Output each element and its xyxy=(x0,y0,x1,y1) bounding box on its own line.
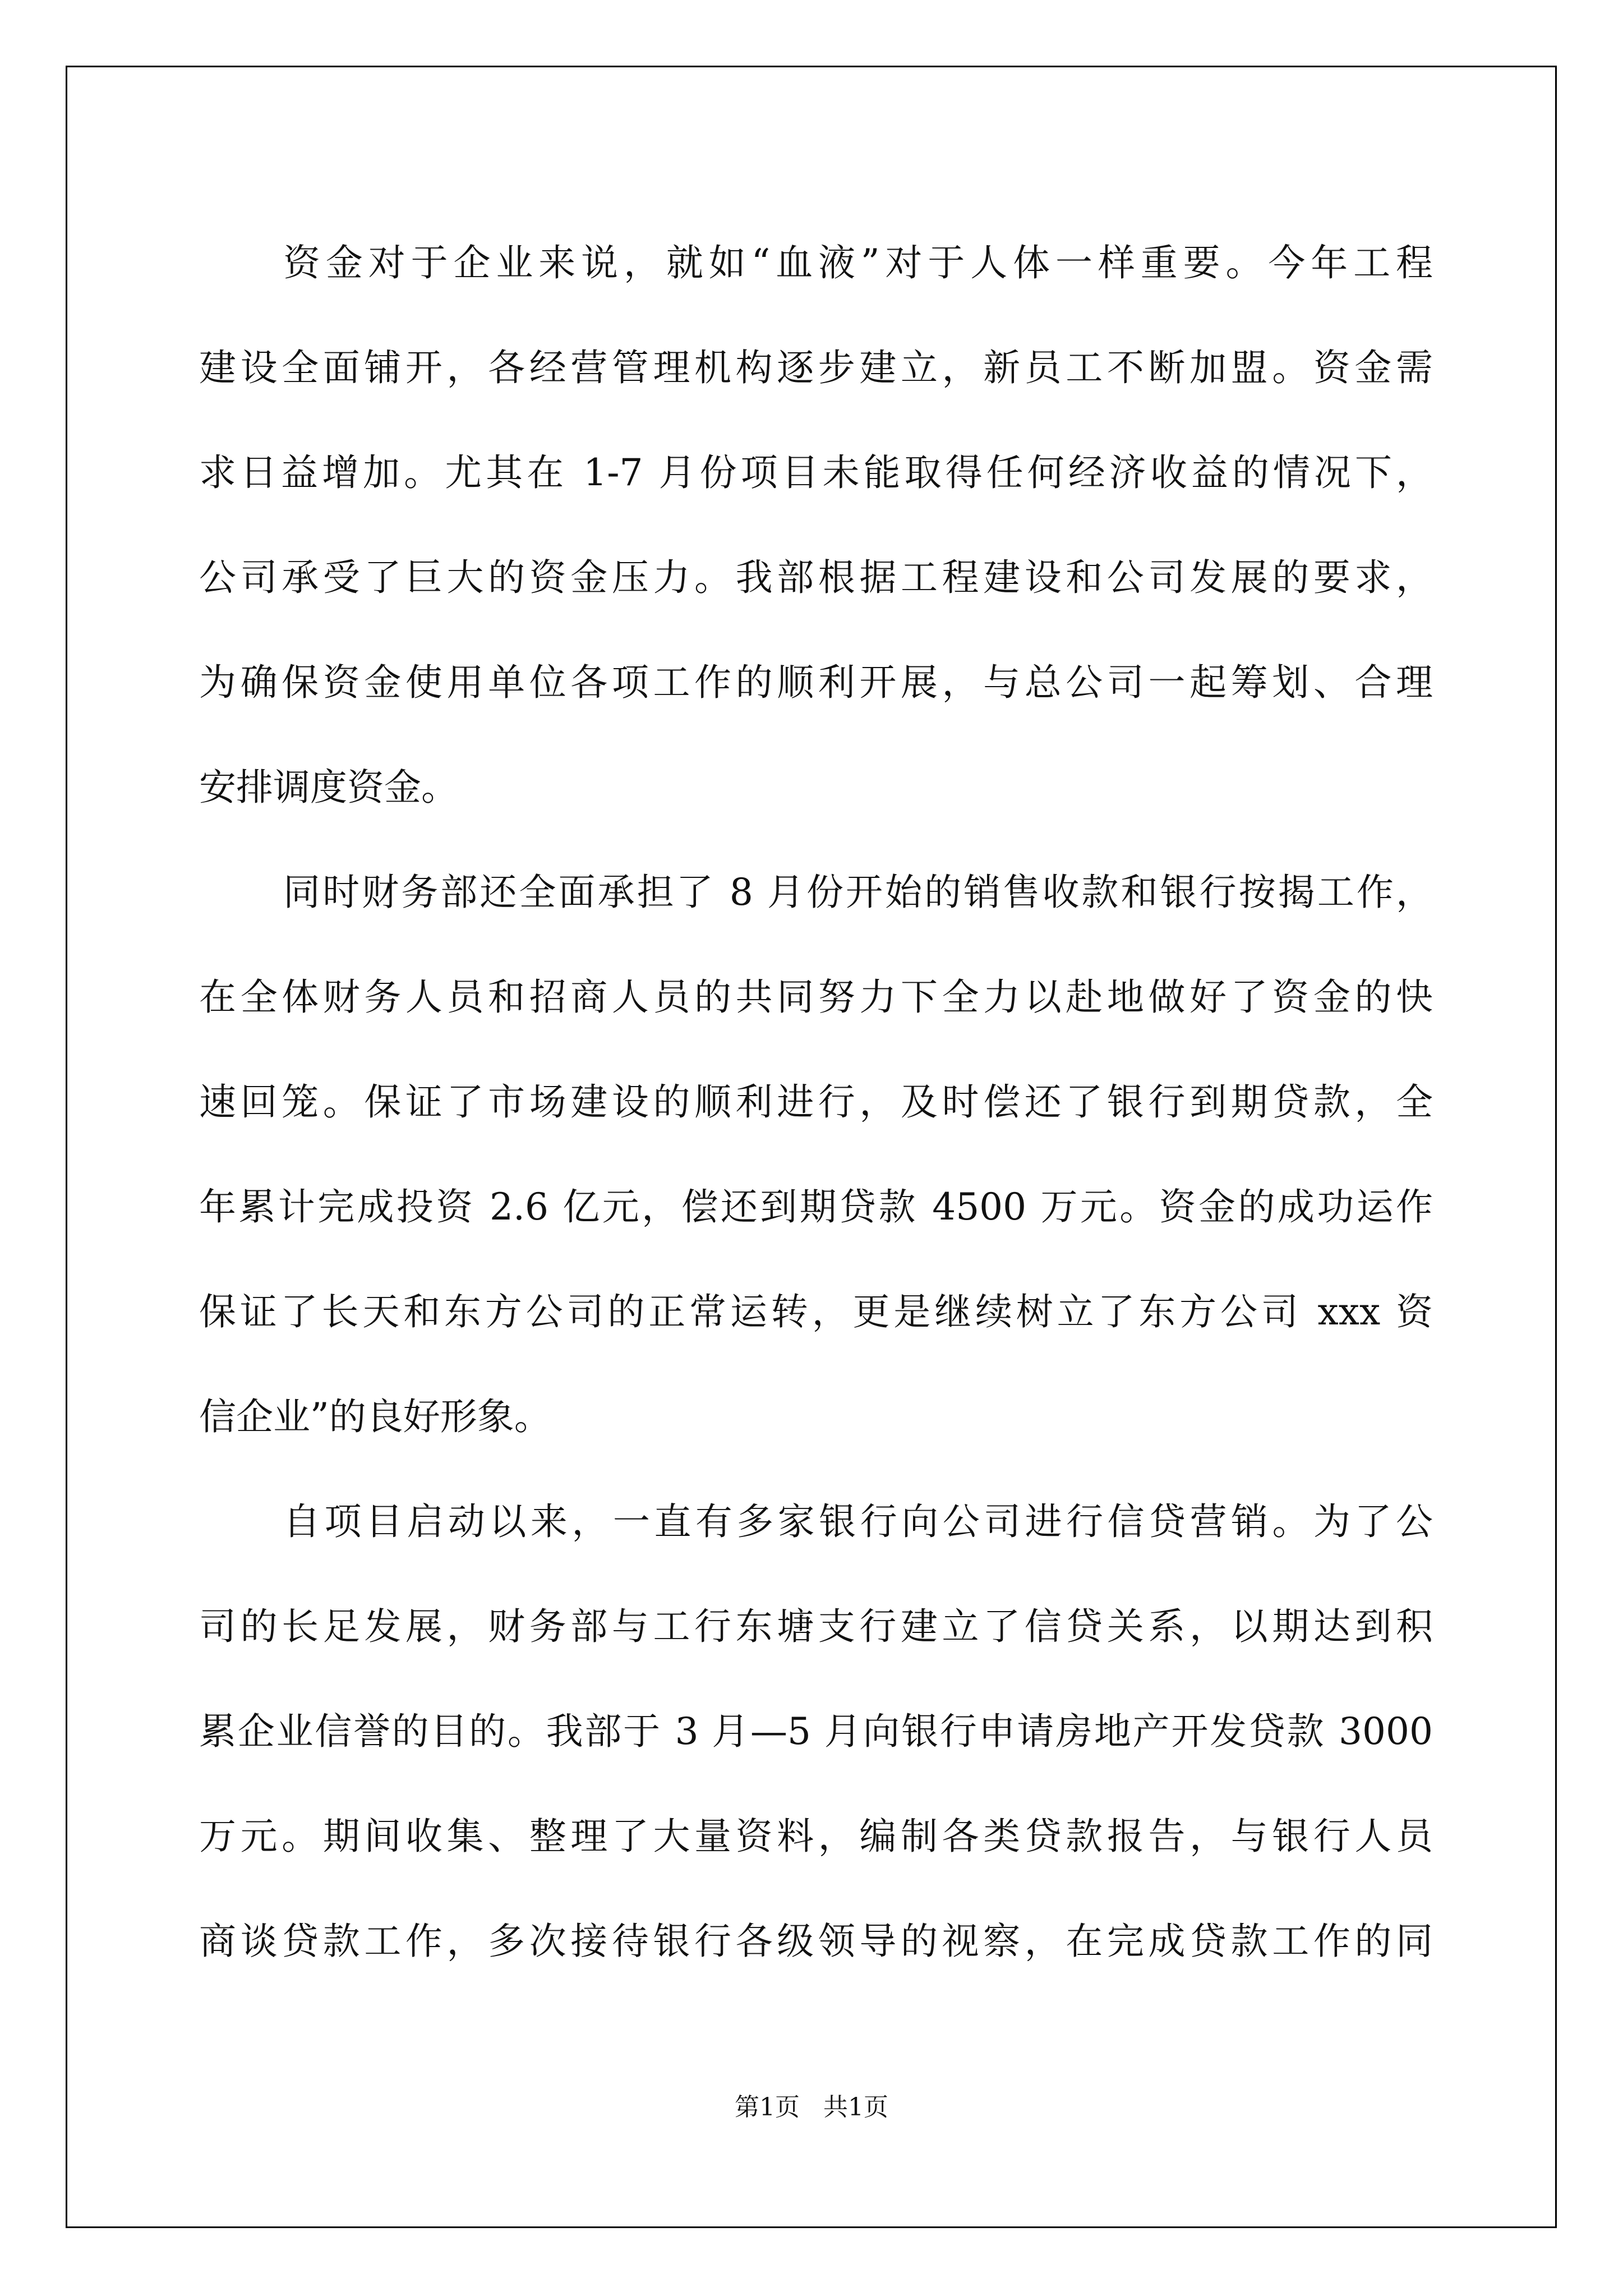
paragraph-3-line-5: 商谈贷款工作，多次接待银行各级领导的视察，在完成贷款工作的同 xyxy=(199,1920,1433,1963)
page-number-current: 第1页 xyxy=(735,2093,800,2122)
paragraph-2-line-2: 在全体财务人员和招商人员的共同努力下全力以赴地做好了资金的快 xyxy=(199,976,1433,1019)
page-number-total: 共1页 xyxy=(823,2093,888,2122)
paragraph-2-line-5: 保证了长天和东方公司的正常运转，更是继续树立了东方公司 xxx 资 xyxy=(199,1290,1433,1333)
paragraph-1-line-2: 建设全面铺开，各经营管理机构逐步建立，新员工不断加盟。资金需 xyxy=(199,346,1433,389)
paragraph-3-line-1: 自项目启动以来，一直有多家银行向公司进行信贷营销。为了公 xyxy=(283,1500,1433,1543)
paragraph-2-line-4: 年累计完成投资 2.6 亿元，偿还到期贷款 4500 万元。资金的成功运作 xyxy=(199,1185,1433,1228)
document-body xyxy=(199,210,1433,1994)
paragraph-1-line-6: 安排调度资金。 xyxy=(199,766,458,809)
paragraph-2-line-6: 信企业”的良好形象。 xyxy=(199,1395,551,1438)
paragraph-3-line-3: 累企业信誉的目的。我部于 3 月—5 月向银行申请房地产开发贷款 3000 xyxy=(199,1710,1433,1753)
page-footer xyxy=(0,2087,1623,2123)
paragraph-1-line-1: 资金对于企业来说，就如“血液”对于人体一样重要。今年工程 xyxy=(283,241,1433,284)
paragraph-1-line-5: 为确保资金使用单位各项工作的顺利开展，与总公司一起筹划、合理 xyxy=(199,661,1433,704)
paragraph-2-line-1: 同时财务部还全面承担了 8 月份开始的销售收款和银行按揭工作， xyxy=(283,871,1433,914)
paragraph-1-line-4: 公司承受了巨大的资金压力。我部根据工程建设和公司发展的要求， xyxy=(199,556,1433,599)
paragraph-3-line-2: 司的长足发展，财务部与工行东塘支行建立了信贷关系，以期达到积 xyxy=(199,1605,1433,1648)
paragraph-1-line-3: 求日益增加。尤其在 1-7 月份项目未能取得任何经济收益的情况下， xyxy=(199,451,1433,494)
paragraph-2-line-3: 速回笼。保证了市场建设的顺利进行，及时偿还了银行到期贷款，全 xyxy=(199,1080,1433,1124)
paragraph-3-line-4: 万元。期间收集、整理了大量资料，编制各类贷款报告，与银行人员 xyxy=(199,1815,1433,1858)
